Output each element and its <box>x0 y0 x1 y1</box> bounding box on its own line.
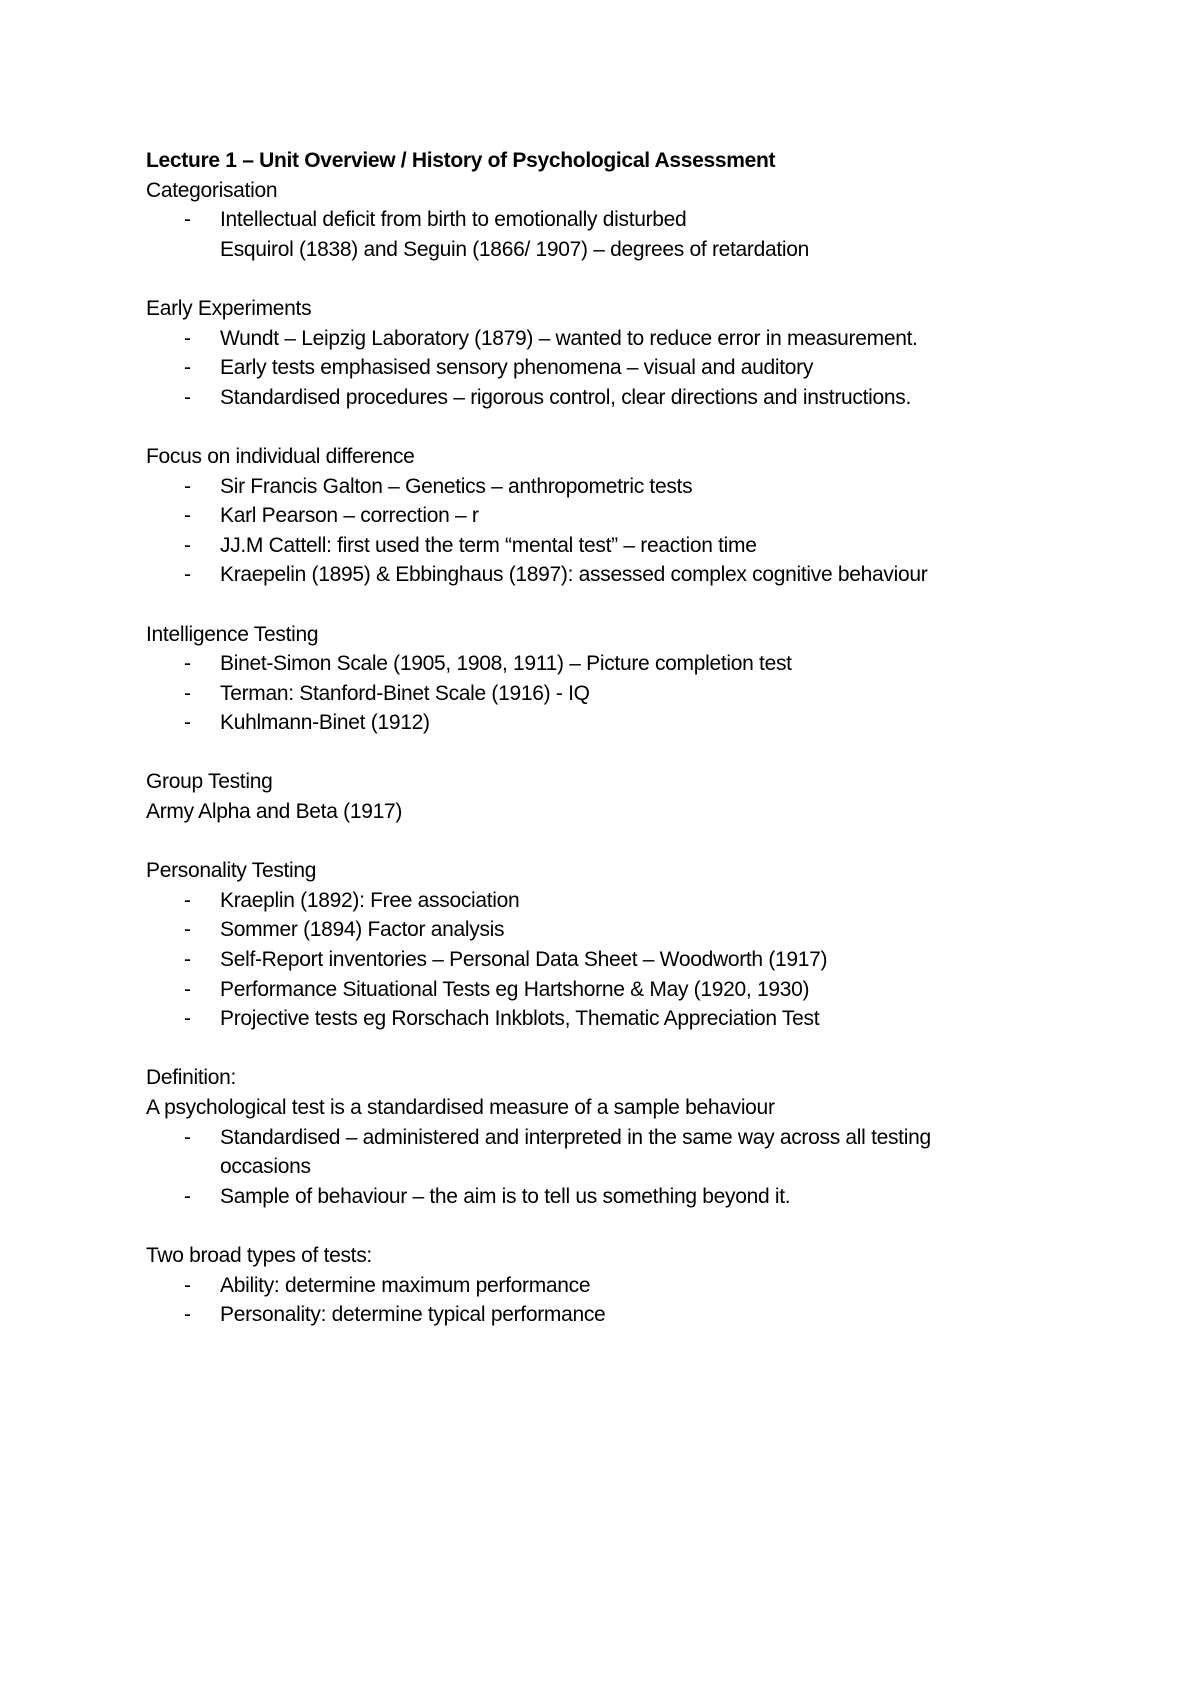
section-test-types <box>146 1241 1046 1330</box>
list-item <box>146 1271 1046 1301</box>
list-item-text: Standardised procedures – rigorous control, clear directions and instructions. <box>220 385 911 409</box>
section-heading: Personality Testing <box>146 859 317 883</box>
list-item-text: Ability: determine maximum performance <box>220 1273 591 1297</box>
section-heading: Focus on individual difference <box>146 444 415 468</box>
page-title: Lecture 1 – Unit Overview / History of Psychological Assessment <box>146 149 776 172</box>
list-item <box>146 1123 1046 1182</box>
spacer <box>146 827 1046 857</box>
bullet-marker: - <box>184 652 191 676</box>
list-item <box>146 708 1046 738</box>
list-item <box>146 649 1046 679</box>
section-early-experiments <box>146 294 1046 412</box>
list-item-text: Performance Situational Tests eg Hartshorne & May (1920, 1930) <box>220 977 810 1001</box>
section-heading: Definition: <box>146 1066 237 1090</box>
bullet-marker: - <box>184 1184 191 1208</box>
bullet-marker: - <box>184 1273 191 1297</box>
spacer <box>146 738 1046 768</box>
bullet-marker: - <box>184 948 191 972</box>
section-definition <box>146 1063 1046 1211</box>
list-item <box>146 501 1046 531</box>
list-item-text: Wundt – Leipzig Laboratory (1879) – wanted to reduce error in measurement. <box>220 326 918 350</box>
section-personality-testing <box>146 856 1046 1034</box>
bullet-marker: - <box>184 385 191 409</box>
section-heading: Group Testing <box>146 770 273 794</box>
list-item-continuation: Esquirol (1838) and Seguin (1866/ 1907) – degrees of retardation <box>220 237 810 261</box>
section-text: A psychological test is a standardised measure of a sample behaviour <box>146 1096 775 1119</box>
list-item <box>146 205 1046 235</box>
document-page <box>146 146 1046 1330</box>
list-item <box>146 975 1046 1005</box>
spacer <box>146 264 1046 294</box>
list-item <box>146 531 1046 561</box>
bullet-marker: - <box>184 1125 191 1149</box>
list-item-text: Projective tests eg Rorschach Inkblots, Thematic Appreciation Test <box>220 1007 820 1031</box>
list-item <box>146 886 1046 916</box>
section-categorisation <box>146 176 1046 265</box>
bullet-marker: - <box>184 711 191 735</box>
bullet-marker: - <box>184 1007 191 1031</box>
list-item-text: Personality: determine typical performance <box>220 1303 606 1327</box>
list-item-text: Binet-Simon Scale (1905, 1908, 1911) – Picture completion test <box>220 652 792 676</box>
section-heading: Intelligence Testing <box>146 622 319 646</box>
list-item <box>146 915 1046 945</box>
list-item <box>146 1004 1046 1034</box>
section-individual-difference <box>146 442 1046 590</box>
bullet-marker: - <box>184 356 191 380</box>
list-item <box>146 1300 1046 1330</box>
list-item-text: Sample of behaviour – the aim is to tell us something beyond it. <box>220 1184 791 1208</box>
bullet-marker: - <box>184 563 191 587</box>
bullet-marker: - <box>184 681 191 705</box>
spacer <box>146 590 1046 620</box>
list-item <box>146 560 1046 590</box>
list-item-text: Terman: Stanford-Binet Scale (1916) - IQ <box>220 681 590 705</box>
spacer <box>146 412 1046 442</box>
bullet-marker: - <box>184 918 191 942</box>
list-item <box>146 945 1046 975</box>
list-item-text: Standardised – administered and interpreted in the same way across all testing occasions <box>220 1125 931 1179</box>
list-item-text: Intellectual deficit from birth to emotionally disturbed <box>220 208 687 232</box>
bullet-marker: - <box>184 977 191 1001</box>
section-heading: Categorisation <box>146 178 278 202</box>
list-item <box>146 353 1046 383</box>
list-item-text: Early tests emphasised sensory phenomena – visual and auditory <box>220 356 814 380</box>
list-item-text: JJ.M Cattell: first used the term “mental test” – reaction time <box>220 533 757 557</box>
section-text: Army Alpha and Beta (1917) <box>146 800 403 824</box>
bullet-marker: - <box>184 474 191 498</box>
list-item <box>146 383 1046 413</box>
spacer <box>146 1034 1046 1064</box>
bullet-marker: - <box>184 533 191 557</box>
list-item-text: Sommer (1894) Factor analysis <box>220 918 505 942</box>
section-intelligence-testing <box>146 620 1046 738</box>
spacer <box>146 1211 1046 1241</box>
section-group-testing <box>146 767 1046 826</box>
bullet-marker: - <box>184 326 191 350</box>
bullet-marker: - <box>184 1303 191 1327</box>
list-item-text: Kuhlmann-Binet (1912) <box>220 711 430 735</box>
list-item-text: Kraepelin (1895) & Ebbinghaus (1897): assessed complex cognitive behaviour <box>220 563 928 587</box>
section-heading: Two broad types of tests: <box>146 1243 372 1267</box>
list-item <box>146 324 1046 354</box>
list-item-text: Kraeplin (1892): Free association <box>220 888 520 912</box>
list-item <box>146 1182 1046 1212</box>
section-heading: Early Experiments <box>146 296 312 320</box>
list-item <box>146 472 1046 502</box>
list-item-text: Sir Francis Galton – Genetics – anthropometric tests <box>220 474 693 498</box>
list-item <box>146 679 1046 709</box>
list-item-text: Karl Pearson – correction – r <box>220 504 479 528</box>
bullet-marker: - <box>184 208 191 232</box>
bullet-marker: - <box>184 888 191 912</box>
list-item-text: Self-Report inventories – Personal Data Sheet – Woodworth (1917) <box>220 948 828 972</box>
bullet-marker: - <box>184 504 191 528</box>
